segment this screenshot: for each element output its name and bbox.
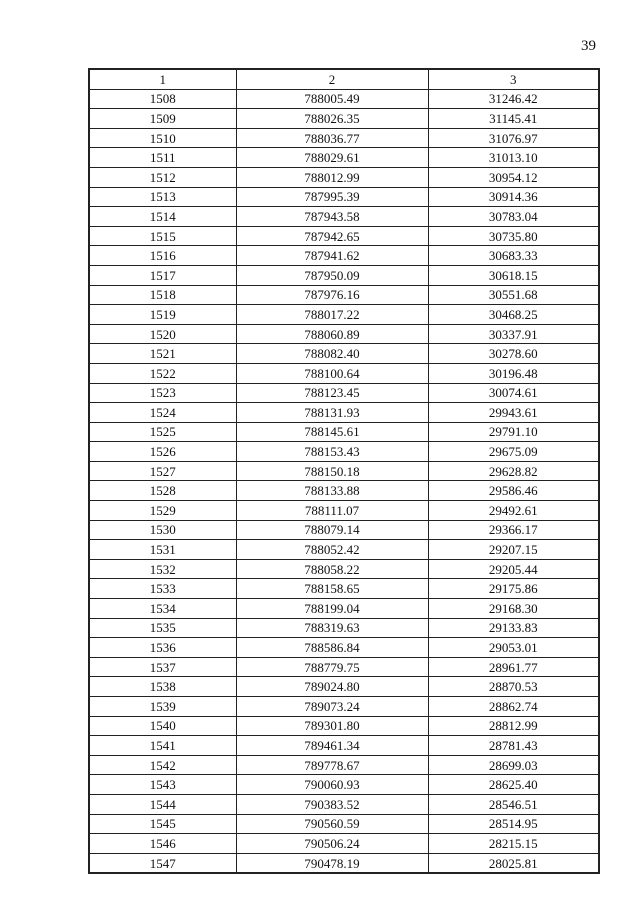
y-coordinate-cell: 29053.01 [428, 638, 599, 658]
point-number-cell: 1544 [89, 794, 236, 814]
point-number-cell: 1547 [89, 853, 236, 873]
x-coordinate-cell: 788111.07 [236, 501, 428, 521]
point-number-cell: 1526 [89, 442, 236, 462]
x-coordinate-cell: 788158.65 [236, 579, 428, 599]
point-number-cell: 1531 [89, 540, 236, 560]
table-row [89, 207, 599, 227]
y-coordinate-cell: 28025.81 [428, 853, 599, 873]
y-coordinate-cell: 29168.30 [428, 599, 599, 619]
y-coordinate-cell: 30954.12 [428, 167, 599, 187]
y-coordinate-cell: 30683.33 [428, 246, 599, 266]
table-row [89, 834, 599, 854]
table-row [89, 853, 599, 873]
table-row [89, 422, 599, 442]
y-coordinate-cell: 31145.41 [428, 109, 599, 129]
table-row [89, 794, 599, 814]
table-row [89, 344, 599, 364]
x-coordinate-cell: 788029.61 [236, 148, 428, 168]
point-number-cell: 1523 [89, 383, 236, 403]
x-coordinate-cell: 788150.18 [236, 461, 428, 481]
x-coordinate-cell: 788026.35 [236, 109, 428, 129]
y-coordinate-cell: 29675.09 [428, 442, 599, 462]
point-number-cell: 1539 [89, 697, 236, 717]
point-number-cell: 1519 [89, 305, 236, 325]
point-number-cell: 1533 [89, 579, 236, 599]
point-number-cell: 1515 [89, 226, 236, 246]
x-coordinate-cell: 790560.59 [236, 814, 428, 834]
header-row [89, 69, 599, 89]
table-row [89, 128, 599, 148]
point-number-cell: 1511 [89, 148, 236, 168]
table-header [89, 69, 599, 89]
x-coordinate-cell: 788123.45 [236, 383, 428, 403]
x-coordinate-cell: 788017.22 [236, 305, 428, 325]
table-row [89, 697, 599, 717]
x-coordinate-cell: 790060.93 [236, 775, 428, 795]
x-coordinate-cell: 788005.49 [236, 89, 428, 109]
point-number-cell: 1518 [89, 285, 236, 305]
y-coordinate-cell: 28699.03 [428, 755, 599, 775]
table-row [89, 755, 599, 775]
x-coordinate-cell: 788199.04 [236, 599, 428, 619]
x-coordinate-cell: 787950.09 [236, 265, 428, 285]
point-number-cell: 1538 [89, 677, 236, 697]
x-coordinate-cell: 790506.24 [236, 834, 428, 854]
table-row [89, 501, 599, 521]
x-coordinate-cell: 788060.89 [236, 324, 428, 344]
point-number-cell: 1529 [89, 501, 236, 521]
point-number-cell: 1516 [89, 246, 236, 266]
y-coordinate-cell: 30337.91 [428, 324, 599, 344]
column-header-2: 2 [236, 69, 428, 89]
coordinates-table [88, 68, 600, 874]
table-row [89, 187, 599, 207]
point-number-cell: 1528 [89, 481, 236, 501]
y-coordinate-cell: 28625.40 [428, 775, 599, 795]
y-coordinate-cell: 29207.15 [428, 540, 599, 560]
x-coordinate-cell: 788012.99 [236, 167, 428, 187]
point-number-cell: 1527 [89, 461, 236, 481]
x-coordinate-cell: 789461.34 [236, 736, 428, 756]
table-row [89, 89, 599, 109]
x-coordinate-cell: 788145.61 [236, 422, 428, 442]
point-number-cell: 1545 [89, 814, 236, 834]
y-coordinate-cell: 29133.83 [428, 618, 599, 638]
x-coordinate-cell: 787976.16 [236, 285, 428, 305]
y-coordinate-cell: 28215.15 [428, 834, 599, 854]
point-number-cell: 1532 [89, 559, 236, 579]
point-number-cell: 1510 [89, 128, 236, 148]
table-row [89, 285, 599, 305]
y-coordinate-cell: 29586.46 [428, 481, 599, 501]
table-row [89, 559, 599, 579]
y-coordinate-cell: 31246.42 [428, 89, 599, 109]
table-row [89, 481, 599, 501]
x-coordinate-cell: 789024.80 [236, 677, 428, 697]
y-coordinate-cell: 31013.10 [428, 148, 599, 168]
table-row [89, 246, 599, 266]
table-row [89, 736, 599, 756]
point-number-cell: 1509 [89, 109, 236, 129]
x-coordinate-cell: 788779.75 [236, 657, 428, 677]
x-coordinate-cell: 788131.93 [236, 403, 428, 423]
x-coordinate-cell: 787995.39 [236, 187, 428, 207]
table-row [89, 716, 599, 736]
table-row [89, 579, 599, 599]
y-coordinate-cell: 31076.97 [428, 128, 599, 148]
x-coordinate-cell: 788133.88 [236, 481, 428, 501]
point-number-cell: 1541 [89, 736, 236, 756]
table-row [89, 403, 599, 423]
table-row [89, 657, 599, 677]
y-coordinate-cell: 30618.15 [428, 265, 599, 285]
y-coordinate-cell: 28781.43 [428, 736, 599, 756]
y-coordinate-cell: 29205.44 [428, 559, 599, 579]
y-coordinate-cell: 30278.60 [428, 344, 599, 364]
table-row [89, 442, 599, 462]
point-number-cell: 1536 [89, 638, 236, 658]
y-coordinate-cell: 28812.99 [428, 716, 599, 736]
y-coordinate-cell: 30196.48 [428, 363, 599, 383]
table-row [89, 520, 599, 540]
y-coordinate-cell: 28862.74 [428, 697, 599, 717]
table-row [89, 461, 599, 481]
table-row [89, 618, 599, 638]
point-number-cell: 1543 [89, 775, 236, 795]
y-coordinate-cell: 30074.61 [428, 383, 599, 403]
point-number-cell: 1517 [89, 265, 236, 285]
point-number-cell: 1522 [89, 363, 236, 383]
y-coordinate-cell: 29628.82 [428, 461, 599, 481]
table-row [89, 226, 599, 246]
table-row [89, 363, 599, 383]
x-coordinate-cell: 788079.14 [236, 520, 428, 540]
y-coordinate-cell: 30914.36 [428, 187, 599, 207]
table-row [89, 148, 599, 168]
point-number-cell: 1512 [89, 167, 236, 187]
x-coordinate-cell: 788100.64 [236, 363, 428, 383]
y-coordinate-cell: 29366.17 [428, 520, 599, 540]
x-coordinate-cell: 790478.19 [236, 853, 428, 873]
point-number-cell: 1534 [89, 599, 236, 619]
x-coordinate-cell: 789778.67 [236, 755, 428, 775]
table-row [89, 167, 599, 187]
x-coordinate-cell: 788319.63 [236, 618, 428, 638]
page-number: 39 [581, 38, 596, 54]
point-number-cell: 1537 [89, 657, 236, 677]
y-coordinate-cell: 30468.25 [428, 305, 599, 325]
point-number-cell: 1524 [89, 403, 236, 423]
x-coordinate-cell: 789301.80 [236, 716, 428, 736]
table-row [89, 305, 599, 325]
point-number-cell: 1520 [89, 324, 236, 344]
x-coordinate-cell: 789073.24 [236, 697, 428, 717]
table-row [89, 638, 599, 658]
y-coordinate-cell: 30735.80 [428, 226, 599, 246]
x-coordinate-cell: 788058.22 [236, 559, 428, 579]
y-coordinate-cell: 29175.86 [428, 579, 599, 599]
point-number-cell: 1521 [89, 344, 236, 364]
x-coordinate-cell: 790383.52 [236, 794, 428, 814]
x-coordinate-cell: 787941.62 [236, 246, 428, 266]
point-number-cell: 1508 [89, 89, 236, 109]
table-body [89, 89, 599, 873]
y-coordinate-cell: 28961.77 [428, 657, 599, 677]
point-number-cell: 1513 [89, 187, 236, 207]
table-row [89, 265, 599, 285]
x-coordinate-cell: 788153.43 [236, 442, 428, 462]
table-row [89, 814, 599, 834]
y-coordinate-cell: 28870.53 [428, 677, 599, 697]
x-coordinate-cell: 788036.77 [236, 128, 428, 148]
point-number-cell: 1542 [89, 755, 236, 775]
y-coordinate-cell: 28514.95 [428, 814, 599, 834]
table-row [89, 599, 599, 619]
table-row [89, 383, 599, 403]
table-row [89, 324, 599, 344]
y-coordinate-cell: 30783.04 [428, 207, 599, 227]
x-coordinate-cell: 788586.84 [236, 638, 428, 658]
point-number-cell: 1546 [89, 834, 236, 854]
x-coordinate-cell: 788052.42 [236, 540, 428, 560]
x-coordinate-cell: 787943.58 [236, 207, 428, 227]
point-number-cell: 1530 [89, 520, 236, 540]
y-coordinate-cell: 29943.61 [428, 403, 599, 423]
column-header-1: 1 [89, 69, 236, 89]
table-row [89, 109, 599, 129]
y-coordinate-cell: 29492.61 [428, 501, 599, 521]
x-coordinate-cell: 788082.40 [236, 344, 428, 364]
column-header-3: 3 [428, 69, 599, 89]
table-row [89, 677, 599, 697]
y-coordinate-cell: 30551.68 [428, 285, 599, 305]
table-row [89, 540, 599, 560]
table-row [89, 775, 599, 795]
point-number-cell: 1535 [89, 618, 236, 638]
point-number-cell: 1525 [89, 422, 236, 442]
point-number-cell: 1514 [89, 207, 236, 227]
x-coordinate-cell: 787942.65 [236, 226, 428, 246]
y-coordinate-cell: 28546.51 [428, 794, 599, 814]
point-number-cell: 1540 [89, 716, 236, 736]
y-coordinate-cell: 29791.10 [428, 422, 599, 442]
